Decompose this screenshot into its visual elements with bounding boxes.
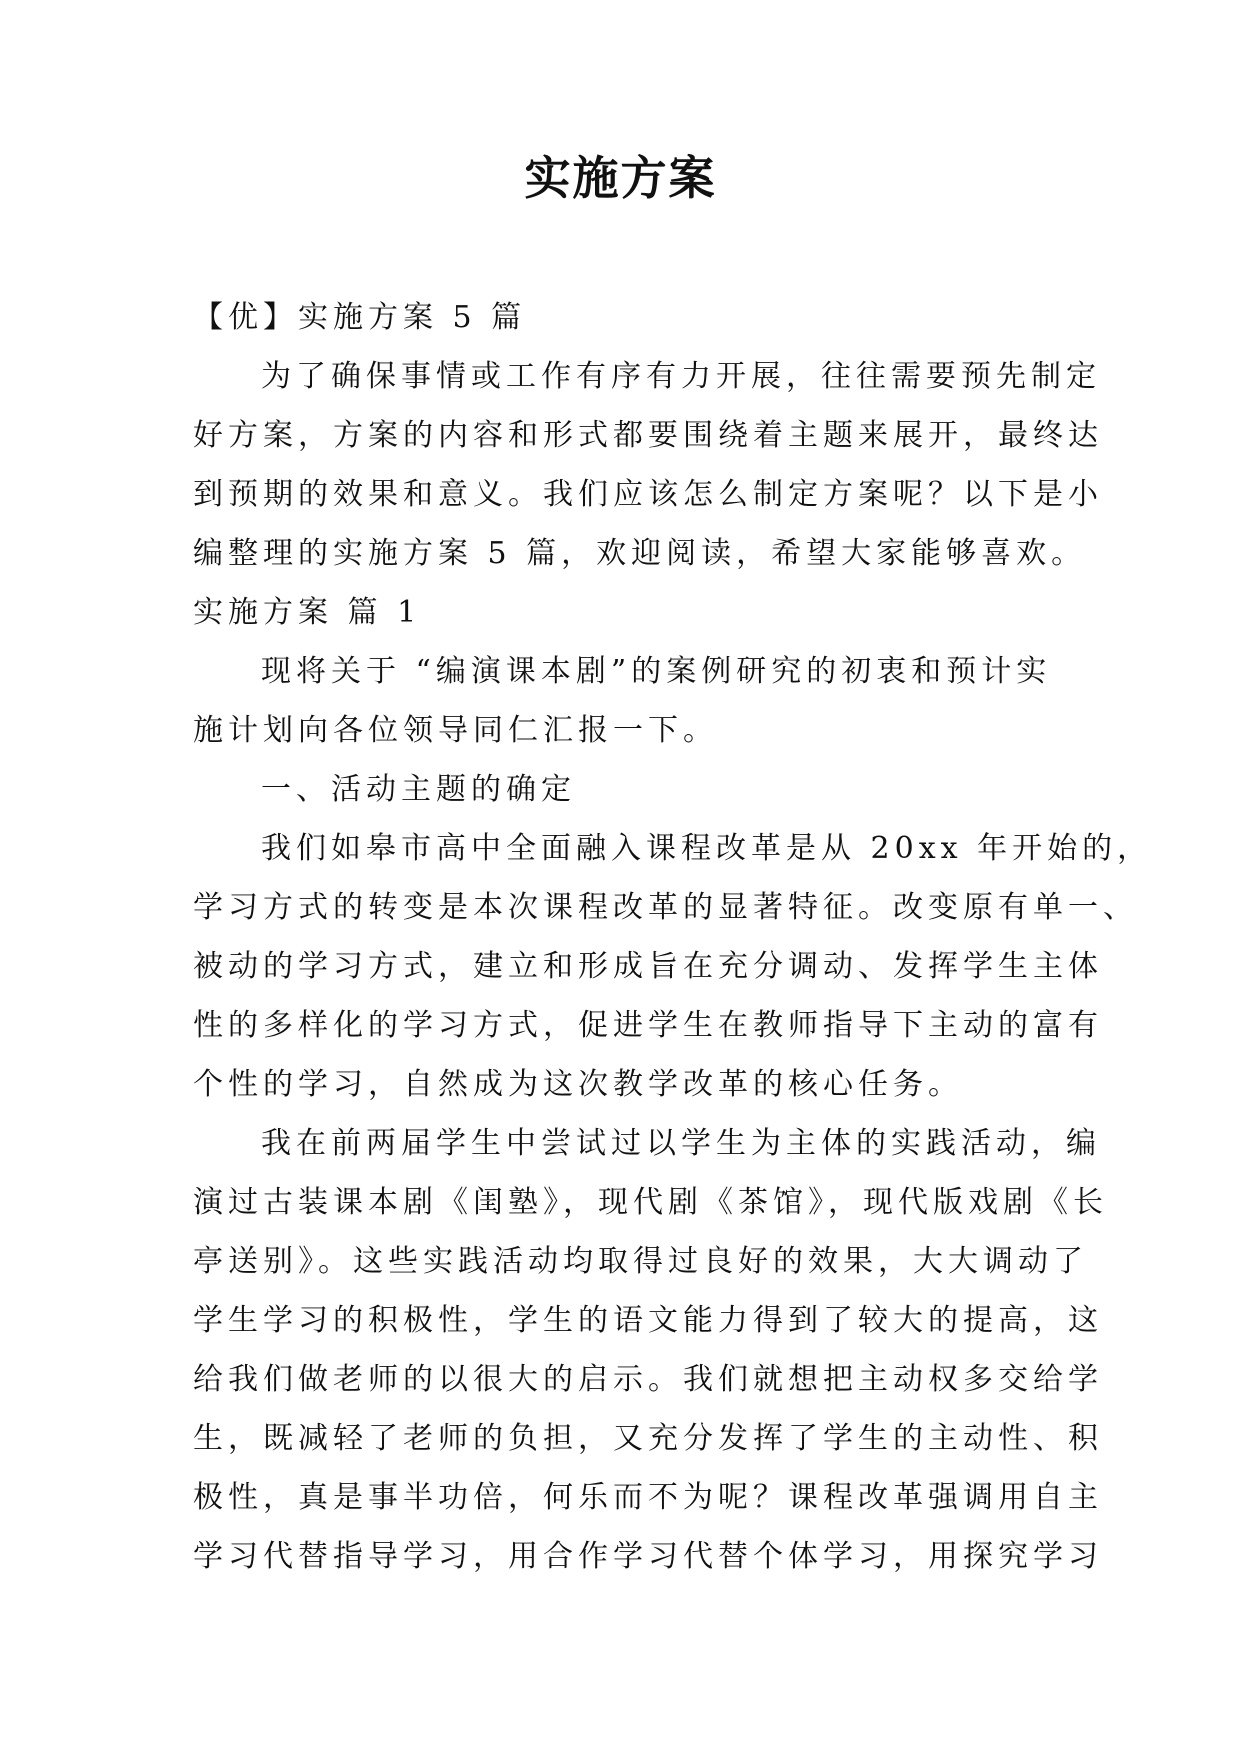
document-title: 实施方案 xyxy=(524,151,717,205)
text-line: 一、活动主题的确定 xyxy=(261,772,576,807)
text-line: 编整理的实施方案 5 篇，欢迎阅读，希望大家能够喜欢。 xyxy=(193,536,1087,571)
text-line: 实施方案 篇 1 xyxy=(193,595,422,630)
text-line: 【优】实施方案 5 篇 xyxy=(193,300,527,335)
text-line: 性的多样化的学习方式，促进学生在教师指导下主动的富有 xyxy=(193,1008,1103,1043)
text-line: 现将关于 “编演课本剧”的案例研究的初衷和预计实 xyxy=(261,654,1052,689)
text-line: 生，既减轻了老师的负担，又充分发挥了学生的主动性、积 xyxy=(193,1421,1103,1456)
text-line: 给我们做老师的以很大的启示。我们就想把主动权多交给学 xyxy=(193,1362,1103,1397)
text-line: 学生学习的积极性，学生的语文能力得到了较大的提高，这 xyxy=(193,1303,1103,1338)
text-line: 学习代替指导学习，用合作学习代替个体学习，用探究学习 xyxy=(193,1539,1103,1574)
text-line: 极性，真是事半功倍，何乐而不为呢？课程改革强调用自主 xyxy=(193,1480,1103,1515)
text-line: 为了确保事情或工作有序有力开展，往往需要预先制定 xyxy=(261,359,1101,394)
text-line: 被动的学习方式，建立和形成旨在充分调动、发挥学生主体 xyxy=(193,949,1103,984)
text-line: 施计划向各位领导同仁汇报一下。 xyxy=(193,713,718,748)
text-line: 学习方式的转变是本次课程改革的显著特征。改变原有单一、 xyxy=(193,890,1138,925)
text-line: 到预期的效果和意义。我们应该怎么制定方案呢？以下是小 xyxy=(193,477,1103,512)
text-line: 个性的学习，自然成为这次教学改革的核心任务。 xyxy=(193,1067,963,1102)
text-line: 亭送别》。这些实践活动均取得过良好的效果，大大调动了 xyxy=(193,1244,1088,1279)
text-line: 我们如皋市高中全面融入课程改革是从 20xx 年开始的， xyxy=(261,831,1153,866)
text-line: 好方案，方案的内容和形式都要围绕着主题来展开，最终达 xyxy=(193,418,1103,453)
document-body xyxy=(193,288,1153,1586)
text-line: 我在前两届学生中尝试过以学生为主体的实践活动，编 xyxy=(261,1126,1101,1161)
text-line: 演过古装课本剧《闺塾》，现代剧《茶馆》，现代版戏剧《长 xyxy=(193,1185,1108,1220)
